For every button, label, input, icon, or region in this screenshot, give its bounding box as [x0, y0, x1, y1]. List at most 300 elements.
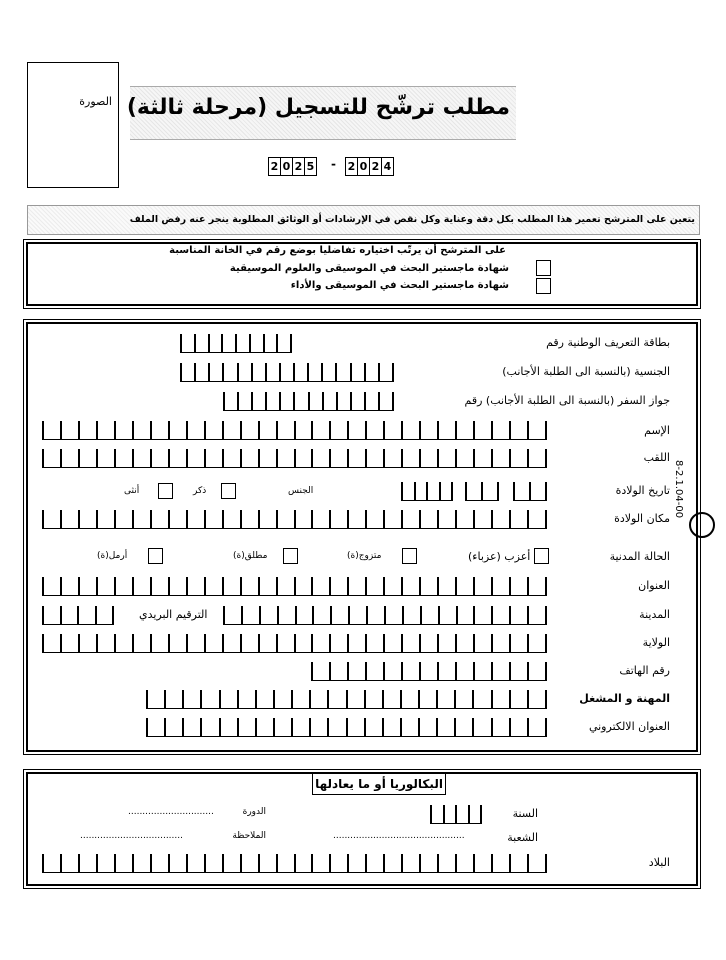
cell-divider — [114, 421, 116, 439]
cell-divider — [473, 421, 475, 439]
cell-divider — [77, 606, 79, 624]
cell-divider — [294, 577, 296, 595]
cell-divider — [222, 449, 224, 467]
cell-divider — [42, 854, 44, 872]
cell-divider — [455, 510, 457, 528]
choice-option2-label: شهادة ماجستير البحث في الموسيقى والأداء — [290, 280, 509, 291]
cell-divider — [383, 854, 385, 872]
bac-year-cells[interactable] — [430, 805, 482, 824]
cell-divider — [527, 854, 529, 872]
cell-divider — [294, 421, 296, 439]
cell-divider — [114, 449, 116, 467]
year-digit: 0 — [281, 158, 293, 175]
cell-divider — [509, 421, 511, 439]
cell-divider — [401, 510, 403, 528]
cell-divider — [186, 854, 188, 872]
civil-divorced-checkbox[interactable] — [283, 548, 298, 564]
civil-married-label: متزوج(ة) — [347, 551, 382, 561]
postal-code-cells[interactable] — [42, 606, 114, 625]
year-left-box — [268, 157, 317, 176]
personal-info-box — [26, 322, 698, 752]
cell-divider — [527, 606, 529, 624]
cell-divider — [42, 606, 44, 624]
city-label: المدينة — [639, 608, 670, 621]
cell-divider — [420, 606, 422, 624]
cell-divider — [182, 690, 184, 708]
cell-divider — [132, 854, 134, 872]
cell-divider — [222, 510, 224, 528]
cell-divider — [114, 577, 116, 595]
cell-divider — [509, 690, 511, 708]
cell-divider — [42, 449, 44, 467]
profession-label: المهنة و المشغل — [579, 692, 670, 705]
cell-divider — [237, 718, 239, 736]
cell-divider — [312, 606, 314, 624]
cell-divider — [366, 606, 368, 624]
year-digit: 0 — [358, 158, 370, 175]
id-card-label: بطاقة التعريف الوطنية رقم — [546, 336, 670, 349]
cell-divider — [465, 482, 467, 500]
cell-divider — [480, 805, 482, 823]
birth-date-label: تاريخ الولادة — [615, 484, 670, 497]
bac-year-label: السنة — [512, 807, 538, 820]
cell-divider — [96, 510, 98, 528]
cell-divider — [451, 482, 453, 500]
cell-divider — [78, 510, 80, 528]
cell-divider — [437, 854, 439, 872]
first-name-label: الإسم — [644, 424, 670, 437]
cell-divider — [509, 634, 511, 652]
cell-divider — [222, 854, 224, 872]
cell-divider — [146, 690, 148, 708]
cell-divider — [329, 510, 331, 528]
cell-divider — [378, 392, 380, 410]
gender-male-checkbox[interactable] — [221, 483, 236, 499]
cell-divider — [439, 482, 441, 500]
cell-divider — [258, 510, 260, 528]
cell-divider — [96, 421, 98, 439]
governorate-cells[interactable] — [42, 634, 547, 653]
cell-divider — [529, 482, 531, 500]
cell-divider — [222, 421, 224, 439]
cell-divider — [240, 634, 242, 652]
cell-divider — [545, 577, 547, 595]
email-label: العنوان الالكتروني — [588, 720, 670, 733]
cell-divider — [60, 634, 62, 652]
cell-divider — [419, 577, 421, 595]
cell-divider — [329, 662, 331, 680]
cell-divider — [259, 606, 261, 624]
birth-day-cells[interactable] — [513, 482, 547, 501]
cell-divider — [311, 577, 313, 595]
cell-divider — [223, 606, 225, 624]
cell-divider — [277, 606, 279, 624]
cell-divider — [96, 854, 98, 872]
cell-divider — [437, 421, 439, 439]
cell-divider — [295, 606, 297, 624]
cell-divider — [204, 854, 206, 872]
cell-divider — [402, 606, 404, 624]
phone-label: رقم الهاتف — [619, 664, 670, 677]
cell-divider — [365, 510, 367, 528]
cell-divider — [443, 805, 445, 823]
cell-divider — [204, 510, 206, 528]
bac-session-dots[interactable]: .............................. — [128, 807, 214, 817]
cell-divider — [473, 449, 475, 467]
cell-divider — [311, 662, 313, 680]
cell-divider — [527, 690, 529, 708]
cell-divider — [240, 510, 242, 528]
civil-married-checkbox[interactable] — [402, 548, 417, 564]
cell-divider — [42, 421, 44, 439]
year-digit: 2 — [346, 158, 358, 175]
cell-divider — [491, 577, 493, 595]
cell-divider — [382, 690, 384, 708]
cell-divider — [491, 421, 493, 439]
gender-female-checkbox[interactable] — [158, 483, 173, 499]
cell-divider — [418, 718, 420, 736]
passport-label: جواز السفر (بالنسبة الى الطلبة الأجانب) رقم — [464, 394, 670, 407]
year-digit: 5 — [306, 160, 315, 173]
year-separator: - — [331, 157, 336, 171]
cell-divider — [112, 606, 114, 624]
year-digit: 2 — [293, 158, 305, 175]
cell-divider — [437, 449, 439, 467]
cell-divider — [237, 690, 239, 708]
cell-divider — [308, 392, 310, 410]
stamp-logo — [689, 512, 715, 538]
cell-divider — [383, 634, 385, 652]
cell-divider — [509, 577, 511, 595]
last-name-label: اللقب — [643, 451, 670, 464]
cell-divider — [291, 718, 293, 736]
cell-divider — [545, 449, 547, 467]
cell-divider — [365, 577, 367, 595]
cell-divider — [200, 718, 202, 736]
cell-divider — [291, 690, 293, 708]
cell-divider — [311, 421, 313, 439]
cell-divider — [545, 606, 547, 624]
cell-divider — [294, 634, 296, 652]
cell-divider — [222, 363, 224, 381]
cell-divider — [200, 690, 202, 708]
last-name-cells[interactable] — [42, 449, 547, 468]
cell-divider — [491, 718, 493, 736]
cell-divider — [276, 634, 278, 652]
cell-divider — [454, 718, 456, 736]
photo-label: الصورة — [79, 95, 112, 108]
cell-divider — [311, 449, 313, 467]
cell-divider — [150, 421, 152, 439]
choice-option1-checkbox[interactable] — [536, 260, 551, 276]
cell-divider — [96, 577, 98, 595]
cell-divider — [95, 606, 97, 624]
cell-divider — [347, 577, 349, 595]
cell-divider — [327, 690, 329, 708]
bac-section-label: الشعبة — [507, 831, 538, 844]
cell-divider — [365, 421, 367, 439]
form-title: مطلب ترشّح للتسجيل (مرحلة ثالثة) — [126, 95, 510, 120]
cell-divider — [545, 690, 547, 708]
bac-remark-dots[interactable]: .................................... — [80, 831, 183, 841]
cell-divider — [276, 449, 278, 467]
cell-divider — [364, 690, 366, 708]
id-card-cells[interactable] — [180, 334, 292, 353]
cell-divider — [222, 577, 224, 595]
cell-divider — [473, 510, 475, 528]
cell-divider — [545, 510, 547, 528]
civil-status-label: الحالة المدنية — [609, 550, 670, 563]
cell-divider — [78, 421, 80, 439]
cell-divider — [290, 334, 292, 352]
cell-divider — [346, 690, 348, 708]
cell-divider — [60, 421, 62, 439]
cell-divider — [322, 392, 324, 410]
cell-divider — [400, 718, 402, 736]
cell-divider — [347, 854, 349, 872]
cell-divider — [329, 577, 331, 595]
cell-divider — [436, 690, 438, 708]
cell-divider — [419, 854, 421, 872]
cell-divider — [382, 718, 384, 736]
cell-divider — [327, 718, 329, 736]
birth-place-label: مكان الولادة — [614, 512, 670, 525]
cell-divider — [78, 854, 80, 872]
cell-divider — [419, 634, 421, 652]
cell-divider — [114, 510, 116, 528]
cell-divider — [497, 482, 499, 500]
cell-divider — [60, 606, 62, 624]
cell-divider — [473, 606, 475, 624]
birth-month-cells[interactable] — [465, 482, 499, 501]
cell-divider — [168, 449, 170, 467]
cell-divider — [426, 482, 428, 500]
cell-divider — [365, 634, 367, 652]
cell-divider — [258, 854, 260, 872]
cell-divider — [438, 606, 440, 624]
cell-divider — [418, 690, 420, 708]
cell-divider — [237, 392, 239, 410]
cell-divider — [180, 363, 182, 381]
cell-divider — [276, 577, 278, 595]
profession-cells[interactable] — [146, 690, 547, 709]
cell-divider — [168, 854, 170, 872]
form-code: 8-2.1.04-00 — [673, 460, 684, 519]
cell-divider — [509, 449, 511, 467]
cell-divider — [265, 392, 267, 410]
cell-divider — [401, 421, 403, 439]
phone-cells[interactable] — [311, 662, 547, 681]
cell-divider — [258, 634, 260, 652]
cell-divider — [78, 449, 80, 467]
postal-code-label: الترقيم البريدي — [139, 608, 208, 621]
bac-remark-label: الملاحظة — [232, 831, 266, 841]
cell-divider — [114, 854, 116, 872]
cell-divider — [545, 718, 547, 736]
cell-divider — [168, 510, 170, 528]
cell-divider — [132, 577, 134, 595]
cell-divider — [383, 449, 385, 467]
address-cells[interactable] — [42, 577, 547, 596]
cell-divider — [491, 854, 493, 872]
cell-divider — [527, 421, 529, 439]
cell-divider — [168, 421, 170, 439]
cell-divider — [258, 449, 260, 467]
cell-divider — [186, 577, 188, 595]
cell-divider — [456, 606, 458, 624]
cell-divider — [150, 634, 152, 652]
cell-divider — [42, 510, 44, 528]
cell-divider — [336, 392, 338, 410]
cell-divider — [383, 577, 385, 595]
civil-single-checkbox[interactable] — [534, 548, 549, 564]
cell-divider — [251, 363, 253, 381]
cell-divider — [276, 421, 278, 439]
cell-divider — [455, 662, 457, 680]
cell-divider — [150, 449, 152, 467]
passport-cells[interactable] — [223, 392, 394, 411]
cell-divider — [330, 606, 332, 624]
gender-female-label: أنثى — [124, 486, 140, 496]
birth-place-cells[interactable] — [42, 510, 547, 529]
instruction-text: يتعين على المترشح تعمير هذا المطلب بكل دقة وعناية وكل نقص في الإرشادات أو الوثائق المطلوبة ينجر عنه رفض الملف — [129, 214, 695, 225]
cell-divider — [401, 449, 403, 467]
civil-widowed-checkbox[interactable] — [148, 548, 163, 564]
cell-divider — [307, 363, 309, 381]
cell-divider — [513, 482, 515, 500]
gender-label: الجنس — [288, 486, 314, 496]
cell-divider — [527, 449, 529, 467]
cell-divider — [392, 363, 394, 381]
first-name-cells[interactable] — [42, 421, 547, 440]
cell-divider — [401, 577, 403, 595]
cell-divider — [491, 662, 493, 680]
cell-divider — [455, 449, 457, 467]
cell-divider — [468, 805, 470, 823]
bac-country-label: البلاد — [648, 856, 670, 869]
cell-divider — [194, 334, 196, 352]
cell-divider — [545, 634, 547, 652]
cell-divider — [258, 421, 260, 439]
cell-divider — [384, 606, 386, 624]
cell-divider — [255, 718, 257, 736]
cell-divider — [509, 606, 511, 624]
bac-session-label: الدورة — [242, 807, 266, 817]
title-bar — [126, 86, 516, 140]
cell-divider — [455, 421, 457, 439]
cell-divider — [329, 854, 331, 872]
cell-divider — [265, 363, 267, 381]
cell-divider — [347, 634, 349, 652]
cell-divider — [311, 634, 313, 652]
nationality-label: الجنسية (بالنسبة الى الطلبة الأجانب) — [502, 365, 670, 378]
cell-divider — [437, 634, 439, 652]
choice-option2-checkbox[interactable] — [536, 278, 551, 294]
cell-divider — [251, 392, 253, 410]
cell-divider — [276, 854, 278, 872]
cell-divider — [279, 392, 281, 410]
year-digit: 2 — [370, 158, 382, 175]
cell-divider — [60, 510, 62, 528]
cell-divider — [293, 392, 295, 410]
nationality-cells[interactable] — [180, 363, 394, 382]
cell-divider — [240, 449, 242, 467]
cell-divider — [472, 718, 474, 736]
cell-divider — [60, 449, 62, 467]
cell-divider — [347, 421, 349, 439]
cell-divider — [276, 334, 278, 352]
cell-divider — [309, 690, 311, 708]
cell-divider — [473, 854, 475, 872]
city-cells[interactable] — [223, 606, 547, 625]
cell-divider — [208, 363, 210, 381]
email-cells[interactable] — [146, 718, 547, 737]
bac-country-cells[interactable] — [42, 854, 547, 873]
cell-divider — [240, 854, 242, 872]
cell-divider — [347, 510, 349, 528]
cell-divider — [132, 421, 134, 439]
cell-divider — [401, 854, 403, 872]
cell-divider — [204, 421, 206, 439]
address-label: العنوان — [638, 579, 670, 592]
cell-divider — [132, 449, 134, 467]
cell-divider — [509, 510, 511, 528]
cell-divider — [400, 690, 402, 708]
cell-divider — [168, 577, 170, 595]
cell-divider — [150, 577, 152, 595]
cell-divider — [311, 510, 313, 528]
cell-divider — [365, 662, 367, 680]
cell-divider — [237, 363, 239, 381]
bac-title: البكالوريا أو ما يعادلها — [312, 773, 446, 795]
cell-divider — [365, 854, 367, 872]
cell-divider — [436, 718, 438, 736]
cell-divider — [132, 634, 134, 652]
cell-divider — [401, 634, 403, 652]
cell-divider — [473, 662, 475, 680]
cell-divider — [96, 634, 98, 652]
cell-divider — [223, 392, 225, 410]
cell-divider — [219, 690, 221, 708]
cell-divider — [186, 421, 188, 439]
birth-year-cells[interactable] — [401, 482, 453, 501]
cell-divider — [294, 449, 296, 467]
cell-divider — [335, 363, 337, 381]
cell-divider — [240, 421, 242, 439]
cell-divider — [78, 577, 80, 595]
cell-divider — [114, 634, 116, 652]
instruction-strip — [27, 205, 700, 235]
bac-section-dots[interactable]: .............................................. — [333, 831, 465, 841]
cell-divider — [350, 392, 352, 410]
cell-divider — [414, 482, 416, 500]
cell-divider — [279, 363, 281, 381]
choice-prompt: على المترشح أن يرتّب اختياره تفاضليا بوضع رقم في الخانة المناسبة — [169, 245, 506, 256]
cell-divider — [273, 718, 275, 736]
cell-divider — [364, 363, 366, 381]
cell-divider — [545, 854, 547, 872]
cell-divider — [509, 718, 511, 736]
cell-divider — [401, 662, 403, 680]
cell-divider — [455, 854, 457, 872]
cell-divider — [491, 606, 493, 624]
cell-divider — [60, 854, 62, 872]
cell-divider — [164, 690, 166, 708]
cell-divider — [364, 392, 366, 410]
cell-divider — [180, 334, 182, 352]
cell-divider — [472, 690, 474, 708]
cell-divider — [347, 662, 349, 680]
